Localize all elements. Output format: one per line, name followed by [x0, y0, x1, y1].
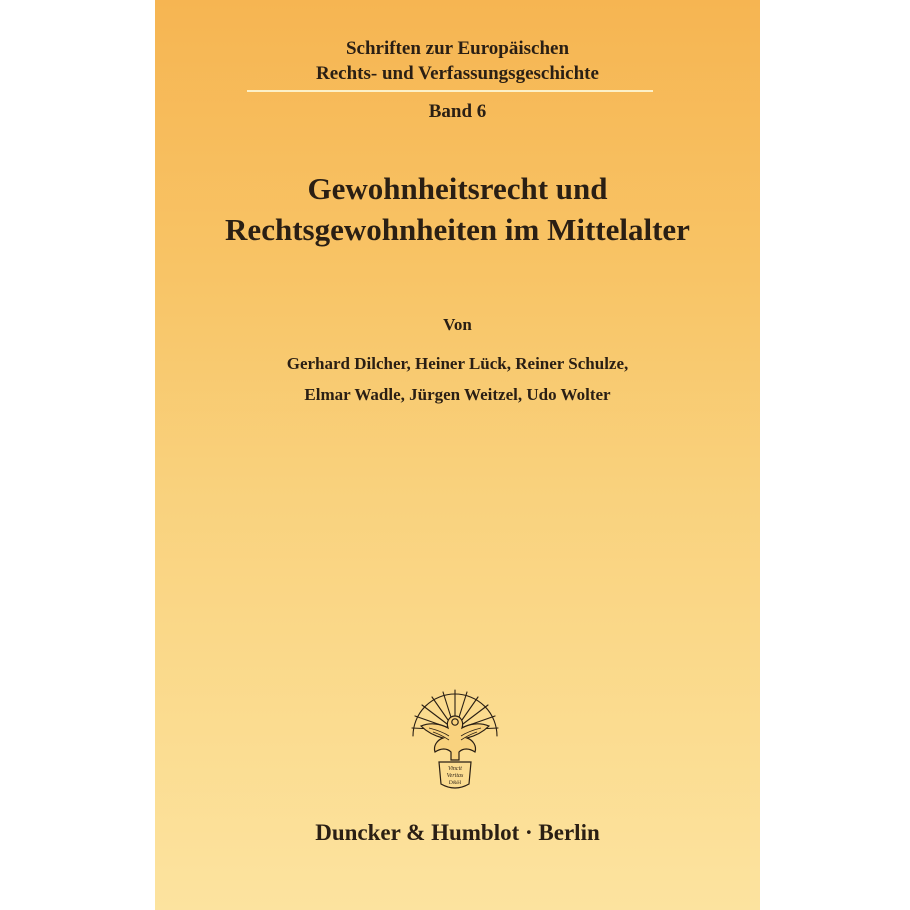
publisher-imprint: Duncker & Humblot · Berlin: [315, 820, 600, 845]
emblem-motto-line1: Vincit: [448, 766, 462, 772]
emblem-motto-line2: Veritas: [446, 773, 464, 779]
series-title-line2: Rechts- und Verfassungsgeschichte: [316, 63, 599, 84]
byline: Von: [443, 315, 472, 334]
volume-number: Band 6: [428, 101, 487, 122]
book-title-line1: Gewohnheitsrecht und: [307, 171, 608, 206]
divider-rule: [247, 90, 653, 92]
authors-line1: Gerhard Dilcher, Heiner Lück, Reiner Schulze,: [286, 354, 629, 373]
emblem-monogram: D&H: [448, 780, 462, 786]
book-cover: [155, 0, 760, 910]
book-title-line2: Rechtsgewohnheiten im Mittelalter: [225, 212, 690, 247]
authors-line2: Elmar Wadle, Jürgen Weitzel, Udo Wolter: [304, 385, 611, 404]
series-title-line1: Schriften zur Europäischen: [345, 38, 570, 59]
eagle-emblem-icon: [409, 686, 501, 794]
